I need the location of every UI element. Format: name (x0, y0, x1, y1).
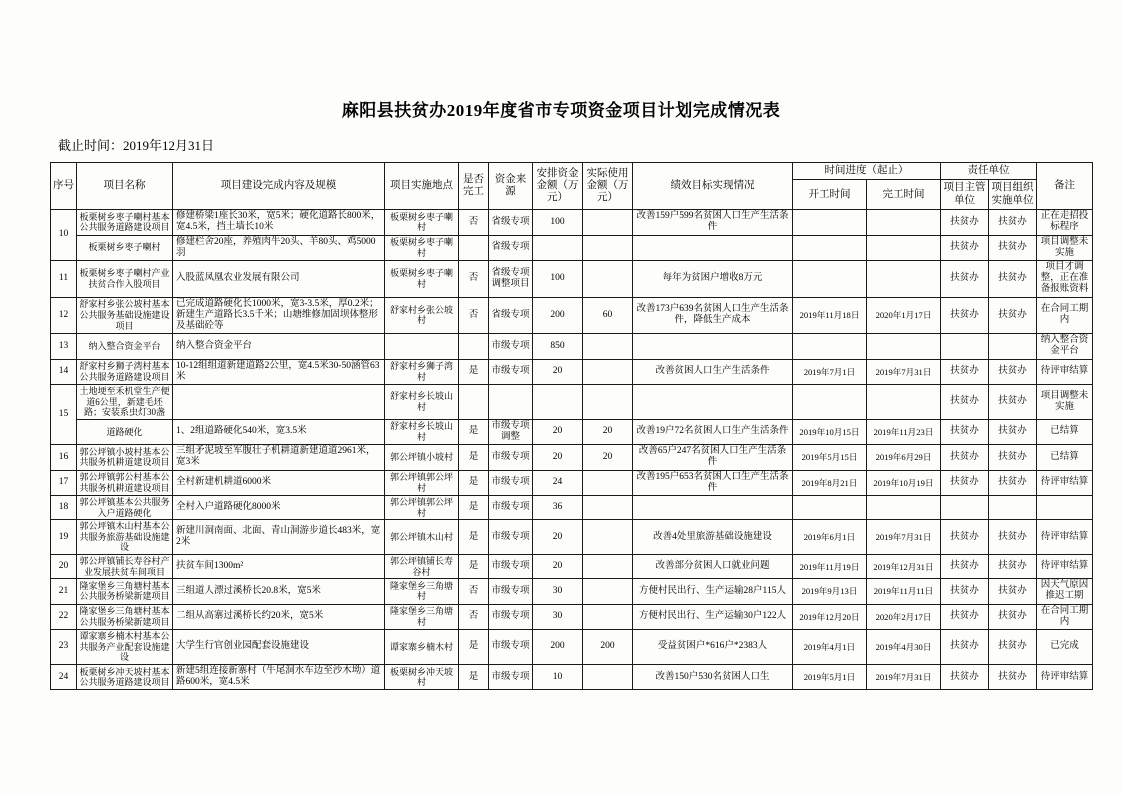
cell-start: 2019年5月1日 (793, 664, 867, 689)
cell-place: 郭公坪镇小坡村 (385, 445, 459, 470)
cell-seq: 21 (51, 579, 77, 604)
cell-source: 市级专项 (489, 359, 533, 384)
cell-content: 全村入户道路硬化8000米 (173, 496, 385, 520)
table-row (51, 260, 1093, 297)
cell-content: 新建川洞南面、北面、青山洞游步道长483米，宽2米 (173, 520, 385, 555)
cell-name: 道路硬化 (77, 419, 173, 444)
cell-place: 板栗树乡冲天坡村 (385, 664, 459, 689)
cell-org-impl: 扶贫办 (989, 210, 1037, 235)
cell-name: 隆家堡乡三角塘村基本公共服务桥梁新建项目 (77, 604, 173, 629)
cell-name: 隆家堡乡三角塘村基本公共服务桥梁新建项目 (77, 579, 173, 604)
cell-source: 省级专项 (489, 297, 533, 334)
cell-amount: 10 (533, 664, 583, 689)
cell-source (489, 384, 533, 419)
cell-end: 2019年10月19日 (867, 470, 941, 495)
cell-start: 2019年11月19日 (793, 555, 867, 579)
cell-end (867, 384, 941, 419)
cell-done: 是 (459, 445, 489, 470)
cell-performance (633, 235, 793, 260)
cell-used (583, 579, 633, 604)
cell-source: 市级专项 (489, 579, 533, 604)
cell-place: 舒家村乡狮子湾村 (385, 359, 459, 384)
cell-amount: 20 (533, 359, 583, 384)
cell-org-main: 扶贫办 (941, 470, 989, 495)
cell-seq: 14 (51, 359, 77, 384)
cell-name: 谭家寨乡楠木村基本公共服务产业配套设施建设 (77, 630, 173, 665)
cell-performance: 改善150户530名贫困人口生 (633, 664, 793, 689)
cell-content: 大学生行官创业园配套设施建设 (173, 630, 385, 665)
cell-performance: 改善65户247名贫困人口生产生活条件 (633, 445, 793, 470)
cell-used (583, 496, 633, 520)
cell-content: 已完成道路硬化长1000米，宽3-3.5米，厚0.2米；新建生产道路长3.5千米；山塘维修加固坝体整形及基础砼等 (173, 297, 385, 334)
cell-name: 板栗树乡冲天坡村基本公共服务道路建设项目 (77, 664, 173, 689)
cell-start (793, 235, 867, 260)
cell-amount (533, 384, 583, 419)
cell-note: 待评审结算 (1037, 470, 1093, 495)
cell-performance: 改善159户599名贫困人口生产生活条件 (633, 210, 793, 235)
cell-org-main: 扶贫办 (941, 579, 989, 604)
cell-start (793, 260, 867, 297)
cell-performance (633, 496, 793, 520)
cell-start: 2019年5月15日 (793, 445, 867, 470)
cell-source: 市级专项 (489, 334, 533, 359)
cell-seq: 12 (51, 297, 77, 334)
cell-name: 郭公坪镇郭公村基本公共服务机耕道建设项目 (77, 470, 173, 495)
cell-source: 省级专项 (489, 235, 533, 260)
table-row (51, 496, 1093, 520)
cell-amount: 100 (533, 260, 583, 297)
cell-start: 2019年4月1日 (793, 630, 867, 665)
cell-done: 是 (459, 664, 489, 689)
table-row (51, 630, 1093, 665)
cell-amount: 20 (533, 445, 583, 470)
cell-place: 隆家堡乡三角塘村 (385, 579, 459, 604)
cell-content: 扶贫车间1300m² (173, 555, 385, 579)
cell-name: 板栗树乡枣子喇村 (77, 235, 173, 260)
table-body (51, 210, 1093, 690)
cell-end: 2019年4月30日 (867, 630, 941, 665)
cell-source: 市级专项 (489, 496, 533, 520)
cell-org-main (941, 496, 989, 520)
cell-org-main: 扶贫办 (941, 260, 989, 297)
cell-name: 板栗树乡枣子喇村产业扶贫合作入股项目 (77, 260, 173, 297)
table-row (51, 235, 1093, 260)
cell-end (867, 496, 941, 520)
cell-org-main: 扶贫办 (941, 604, 989, 629)
cell-done (459, 334, 489, 359)
cell-used (583, 384, 633, 419)
cell-note: 项目才调整，正在准备报账资料 (1037, 260, 1093, 297)
header-note: 备注 (1037, 163, 1093, 210)
cell-org-impl: 扶贫办 (989, 359, 1037, 384)
cell-start: 2019年12月20日 (793, 604, 867, 629)
cell-name: 郭公坪镇铺长寿谷村产业发展扶贫车间项目 (77, 555, 173, 579)
cell-seq: 15 (51, 384, 77, 444)
header-org-group: 责任单位 (941, 163, 1037, 180)
cell-amount: 30 (533, 579, 583, 604)
cell-org-impl: 扶贫办 (989, 604, 1037, 629)
cell-org-impl: 扶贫办 (989, 579, 1037, 604)
cell-used (583, 260, 633, 297)
cell-name: 板栗树乡枣子喇村基本公共服务道路建设项目 (77, 210, 173, 235)
cell-done: 是 (459, 419, 489, 444)
cell-place: 郭公坪镇郭公坪村 (385, 496, 459, 520)
table-row (51, 520, 1093, 555)
cell-done: 是 (459, 470, 489, 495)
cell-place (385, 334, 459, 359)
cell-done: 否 (459, 604, 489, 629)
cell-performance: 每年为贫困户增收8万元 (633, 260, 793, 297)
cell-used: 60 (583, 297, 633, 334)
cell-seq: 23 (51, 630, 77, 665)
deadline-label: 截止时间：2019年12月31日 (58, 138, 215, 153)
cell-org-impl: 扶贫办 (989, 260, 1037, 297)
table-row (51, 297, 1093, 334)
cell-performance: 受益贫困户*616户*2383人 (633, 630, 793, 665)
cell-name: 郭公坪镇小坡村基本公共服务机耕道建设项目 (77, 445, 173, 470)
cell-used (583, 664, 633, 689)
cell-place: 郭公坪镇郭公坪村 (385, 470, 459, 495)
cell-end (867, 260, 941, 297)
cell-source: 市级专项 (489, 520, 533, 555)
cell-org-main: 扶贫办 (941, 235, 989, 260)
cell-amount: 36 (533, 496, 583, 520)
cell-amount: 200 (533, 297, 583, 334)
cell-amount: 100 (533, 210, 583, 235)
cell-end: 2019年7月31日 (867, 359, 941, 384)
cell-used (583, 555, 633, 579)
cell-end (867, 334, 941, 359)
cell-content: 10-12组组道新建道路2公里，宽4.5米30-50涵管63米 (173, 359, 385, 384)
cell-used (583, 359, 633, 384)
cell-seq: 24 (51, 664, 77, 689)
cell-note: 在合同工期内 (1037, 297, 1093, 334)
cell-org-main: 扶贫办 (941, 520, 989, 555)
cell-note: 因天气原因推迟工期 (1037, 579, 1093, 604)
header-done: 是否完工 (459, 163, 489, 210)
cell-amount: 20 (533, 520, 583, 555)
cell-note: 项目调整未实施 (1037, 235, 1093, 260)
cell-place: 板栗树乡枣子喇村 (385, 235, 459, 260)
cell-place: 板栗树乡枣子喇村 (385, 260, 459, 297)
cell-source: 市级专项 (489, 604, 533, 629)
cell-performance: 改善195户653名贫困人口生产生活条件 (633, 470, 793, 495)
cell-content (173, 384, 385, 419)
cell-name: 郭公坪镇基本公共服务入户道路硬化 (77, 496, 173, 520)
cell-seq: 10 (51, 210, 77, 261)
cell-org-impl: 扶贫办 (989, 384, 1037, 419)
cell-source: 省级专项调整项目 (489, 260, 533, 297)
cell-done: 是 (459, 520, 489, 555)
cell-performance: 方便村民出行、生产运输30户122人 (633, 604, 793, 629)
cell-place: 郭公坪镇铺长寿谷村 (385, 555, 459, 579)
header-start: 开工时间 (793, 180, 867, 210)
table-row (51, 604, 1093, 629)
cell-org-main: 扶贫办 (941, 445, 989, 470)
cell-seq: 19 (51, 520, 77, 555)
cell-amount: 200 (533, 630, 583, 665)
table-row (51, 210, 1093, 235)
cell-performance: 改善19户72名贫困人口生产生活条件 (633, 419, 793, 444)
cell-source: 市级专项 (489, 445, 533, 470)
header-source: 资金来源 (489, 163, 533, 210)
cell-end (867, 210, 941, 235)
cell-done: 否 (459, 579, 489, 604)
cell-org-main: 扶贫办 (941, 384, 989, 419)
cell-done: 是 (459, 630, 489, 665)
cell-done: 是 (459, 359, 489, 384)
cell-org-main: 扶贫办 (941, 297, 989, 334)
table-row (51, 555, 1093, 579)
cell-amount: 850 (533, 334, 583, 359)
cell-seq: 16 (51, 445, 77, 470)
cell-org-impl: 扶贫办 (989, 664, 1037, 689)
cell-performance: 改善173户639名贫困人口生产生活条件，降低生产成本 (633, 297, 793, 334)
cell-used (583, 210, 633, 235)
cell-org-main (941, 334, 989, 359)
cell-source: 市级专项 (489, 664, 533, 689)
cell-place: 舒家村乡长坡山村 (385, 384, 459, 419)
cell-used (583, 470, 633, 495)
cell-source: 市级专项 (489, 470, 533, 495)
cell-content: 三组道人漂过溪桥长20.8米，宽5米 (173, 579, 385, 604)
cell-org-impl: 扶贫办 (989, 630, 1037, 665)
cell-place: 舒家村乡张公坡村 (385, 297, 459, 334)
table-row (51, 470, 1093, 495)
cell-start: 2019年8月21日 (793, 470, 867, 495)
cell-seq: 22 (51, 604, 77, 629)
table-row (51, 359, 1093, 384)
header-performance: 绩效目标实现情况 (633, 163, 793, 210)
cell-done: 是 (459, 555, 489, 579)
cell-content: 三组矛泥坡至军腹壮子机耕道新建道道2961米，宽3米 (173, 445, 385, 470)
page-title: 麻阳县扶贫办2019年度省市专项资金项目计划完成情况表 (341, 101, 781, 120)
table-header (51, 163, 1093, 210)
cell-org-impl: 扶贫办 (989, 445, 1037, 470)
cell-used (583, 235, 633, 260)
cell-note: 已结算 (1037, 419, 1093, 444)
cell-seq: 17 (51, 470, 77, 495)
cell-content: 新建5组连接新寨村（牛尾洞水车边至沙木坳）道路600米，宽4.5米 (173, 664, 385, 689)
cell-place: 谭家寨乡楠木村 (385, 630, 459, 665)
cell-done: 否 (459, 260, 489, 297)
cell-note: 待评审结算 (1037, 359, 1093, 384)
header-used: 实际使用金额（万元） (583, 163, 633, 210)
cell-note: 待评审结算 (1037, 520, 1093, 555)
cell-org-main: 扶贫办 (941, 664, 989, 689)
cell-end: 2019年7月31日 (867, 520, 941, 555)
cell-end: 2020年2月17日 (867, 604, 941, 629)
cell-org-main: 扶贫办 (941, 210, 989, 235)
cell-start: 2019年9月13日 (793, 579, 867, 604)
cell-content: 二组从高寨过溪桥长约20米，宽5米 (173, 604, 385, 629)
cell-done: 否 (459, 210, 489, 235)
cell-used (583, 520, 633, 555)
cell-performance: 方便村民出行、生产运输28户115人 (633, 579, 793, 604)
cell-note (1037, 496, 1093, 520)
cell-performance (633, 334, 793, 359)
cell-content: 修建栏舍20座，养殖肉牛20头、羊80头、鸡5000羽 (173, 235, 385, 260)
cell-org-impl: 扶贫办 (989, 419, 1037, 444)
table-row (51, 419, 1093, 444)
cell-note: 项目调整未实施 (1037, 384, 1093, 419)
header-place: 项目实施地点 (385, 163, 459, 210)
cell-source: 省级专项 (489, 210, 533, 235)
cell-seq: 18 (51, 496, 77, 520)
header-end: 完工时间 (867, 180, 941, 210)
cell-end: 2019年11月23日 (867, 419, 941, 444)
cell-source: 市级专项调整 (489, 419, 533, 444)
cell-amount: 30 (533, 604, 583, 629)
cell-done (459, 384, 489, 419)
cell-end (867, 235, 941, 260)
header-time-group: 时间进度（起止） (793, 163, 941, 180)
table-row (51, 445, 1093, 470)
cell-org-impl: 扶贫办 (989, 235, 1037, 260)
cell-performance: 改善部分贫困人口就业问题 (633, 555, 793, 579)
cell-org-main: 扶贫办 (941, 555, 989, 579)
cell-content: 纳入整合资金平台 (173, 334, 385, 359)
table-row (51, 664, 1093, 689)
header-content: 项目建设完成内容及规模 (173, 163, 385, 210)
cell-content: 修建桥梁1座长30米，宽5米；硬化道路长800米，宽4.5米，挡土墙长10米 (173, 210, 385, 235)
cell-org-impl: 扶贫办 (989, 297, 1037, 334)
cell-name: 土地埂至禾机堂生产便道6公里，新建毛坯路；安装系虫灯30盏 (77, 384, 173, 419)
table-row (51, 334, 1093, 359)
cell-start (793, 334, 867, 359)
cell-used: 20 (583, 419, 633, 444)
cell-end: 2019年11月11日 (867, 579, 941, 604)
cell-name: 舒家村乡狮子湾村基本公共服务道路建设项目 (77, 359, 173, 384)
project-plan-table (50, 162, 1093, 690)
cell-note: 待评审结算 (1037, 555, 1093, 579)
cell-content: 全村新建机耕道6000米 (173, 470, 385, 495)
cell-org-impl (989, 496, 1037, 520)
cell-content: 入股蓝凤凰农业发展有限公司 (173, 260, 385, 297)
cell-org-impl (989, 334, 1037, 359)
cell-start: 2019年10月15日 (793, 419, 867, 444)
cell-amount: 20 (533, 419, 583, 444)
cell-org-main: 扶贫办 (941, 419, 989, 444)
cell-done (459, 235, 489, 260)
cell-note: 在合同工期内 (1037, 604, 1093, 629)
cell-place: 隆家堡乡三角塘村 (385, 604, 459, 629)
cell-name: 舒家村乡张公坡村基本公共服务基础设施建设项目 (77, 297, 173, 334)
cell-end: 2019年7月31日 (867, 664, 941, 689)
cell-end: 2020年1月17日 (867, 297, 941, 334)
cell-note: 已结算 (1037, 445, 1093, 470)
cell-org-impl: 扶贫办 (989, 555, 1037, 579)
cell-note: 待评审结算 (1037, 664, 1093, 689)
cell-start: 2019年11月18日 (793, 297, 867, 334)
cell-amount: 20 (533, 555, 583, 579)
cell-used (583, 334, 633, 359)
cell-name: 郭公坪镇木山村基本公共服务旅游基础设施建设 (77, 520, 173, 555)
cell-start: 2019年7月1日 (793, 359, 867, 384)
cell-end: 2019年6月29日 (867, 445, 941, 470)
cell-seq: 20 (51, 555, 77, 579)
header-org-main: 项目主管单位 (941, 180, 989, 210)
table-row (51, 579, 1093, 604)
cell-org-main: 扶贫办 (941, 630, 989, 665)
cell-start (793, 384, 867, 419)
cell-amount (533, 235, 583, 260)
cell-note: 已完成 (1037, 630, 1093, 665)
cell-place: 郭公坪镇木山村 (385, 520, 459, 555)
cell-seq: 13 (51, 334, 77, 359)
cell-used: 200 (583, 630, 633, 665)
table-row (51, 384, 1093, 419)
cell-start: 2019年6月1日 (793, 520, 867, 555)
cell-seq: 11 (51, 260, 77, 297)
cell-end: 2019年12月31日 (867, 555, 941, 579)
cell-used: 20 (583, 445, 633, 470)
cell-source: 市级专项 (489, 555, 533, 579)
cell-name: 纳入整合资金平台 (77, 334, 173, 359)
header-name: 项目名称 (77, 163, 173, 210)
cell-amount: 24 (533, 470, 583, 495)
cell-org-main: 扶贫办 (941, 359, 989, 384)
cell-note: 纳入整合资金平台 (1037, 334, 1093, 359)
cell-content: 1、2组道路硬化540米，宽3.5米 (173, 419, 385, 444)
cell-performance: 改善4处里旅游基础设施建设 (633, 520, 793, 555)
cell-note: 正在走招投标程序 (1037, 210, 1093, 235)
header-org-impl: 项目组织实施单位 (989, 180, 1037, 210)
cell-used (583, 604, 633, 629)
cell-done: 是 (459, 496, 489, 520)
cell-performance: 改善贫困人口生产生活条件 (633, 359, 793, 384)
header-seq: 序号 (51, 163, 77, 210)
cell-org-impl: 扶贫办 (989, 470, 1037, 495)
cell-place: 舒家村乡长坡山村 (385, 419, 459, 444)
cell-performance (633, 384, 793, 419)
cell-org-impl: 扶贫办 (989, 520, 1037, 555)
cell-start (793, 210, 867, 235)
cell-done: 否 (459, 297, 489, 334)
cell-start (793, 496, 867, 520)
header-amount: 安排资金金额（万元） (533, 163, 583, 210)
cell-place: 板栗树乡枣子喇村 (385, 210, 459, 235)
cell-source: 市级专项 (489, 630, 533, 665)
